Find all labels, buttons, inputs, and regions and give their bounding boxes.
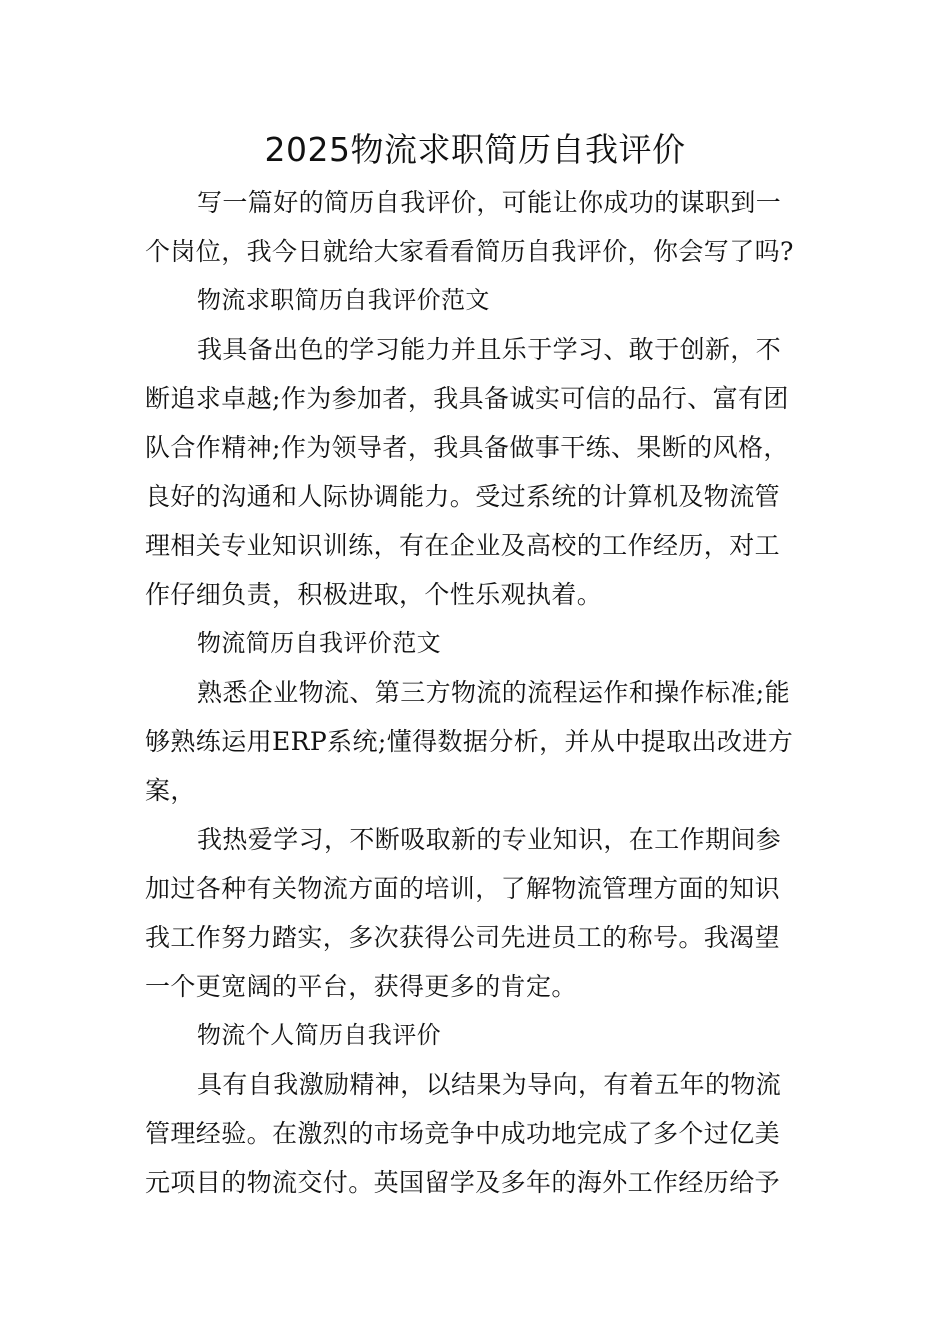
text-line: 元项目的物流交付。英国留学及多年的海外工作经历给予: [145, 1168, 781, 1197]
body-paragraph: [145, 325, 807, 619]
body-paragraph: [145, 1060, 807, 1207]
body-paragraph: [145, 668, 807, 815]
intro-paragraph: [145, 178, 807, 276]
text-line: 良好的沟通和人际协调能力。受过系统的计算机及物流管: [145, 482, 781, 511]
body-paragraph: [145, 815, 807, 1011]
text-line: 我热爱学习，不断吸取新的专业知识，在工作期间参: [197, 825, 782, 854]
text-line: 案，: [145, 776, 196, 805]
section-heading: [145, 276, 807, 325]
heading-text: 物流个人简历自我评价: [197, 1021, 441, 1049]
document-title: 2025物流求职简历自我评价: [264, 130, 686, 169]
text-line: 我具备出色的学习能力并且乐于学习、敢于创新，不: [197, 335, 782, 364]
text-line: 个岗位，我今日就给大家看看简历自我评价，你会写了吗?: [145, 237, 794, 266]
text-line: 熟悉企业物流、第三方物流的流程运作和操作标准;能: [197, 678, 791, 707]
document-body: [145, 178, 807, 1207]
text-line: 加过各种有关物流方面的培训，了解物流管理方面的知识: [145, 874, 781, 903]
text-line: 我工作努力踏实，多次获得公司先进员工的称号。我渴望: [145, 923, 781, 952]
text-line: 管理经验。在激烈的市场竞争中成功地完成了多个过亿美: [145, 1119, 781, 1148]
section-heading: [145, 619, 807, 668]
text-line: 队合作精神;作为领导者，我具备做事干练、果断的风格，: [145, 433, 789, 462]
text-line: 作仔细负责，积极进取，个性乐观执着。: [145, 580, 603, 609]
section-heading: [145, 1011, 807, 1060]
text-line: 写一篇好的简历自我评价，可能让你成功的谋职到一: [197, 188, 782, 217]
text-line: 理相关专业知识训练，有在企业及高校的工作经历，对工: [145, 531, 781, 560]
text-line: 断追求卓越;作为参加者，我具备诚实可信的品行、富有团: [145, 384, 789, 413]
text-line: 具有自我激励精神，以结果为导向，有着五年的物流: [197, 1070, 782, 1099]
text-line: 够熟练运用ERP系统;懂得数据分析，并从中提取出改进方: [145, 727, 794, 756]
heading-text: 物流简历自我评价范文: [197, 629, 441, 657]
text-line: 一个更宽阔的平台，获得更多的肯定。: [145, 972, 577, 1001]
heading-text: 物流求职简历自我评价范文: [197, 286, 490, 314]
